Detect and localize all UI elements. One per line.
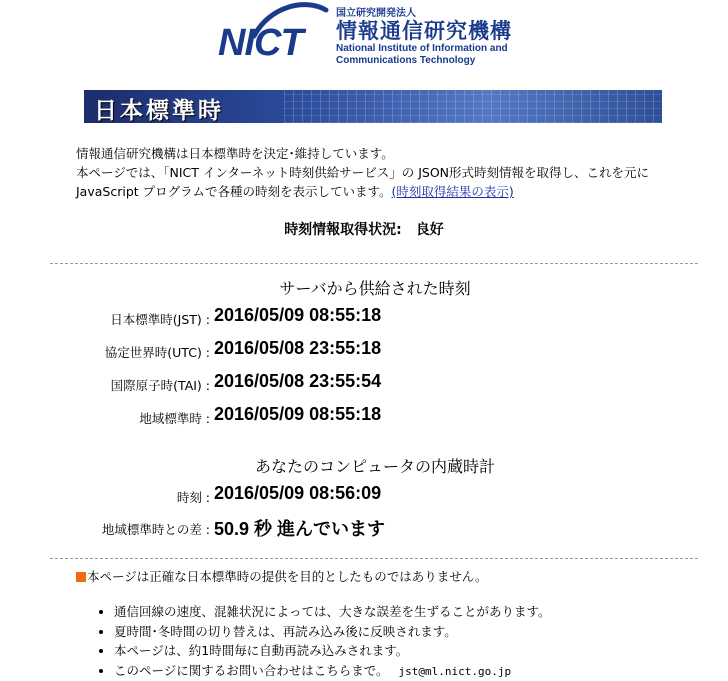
time-diff-value: 50.9 秒 進んでいます [214,519,386,539]
divider [50,263,698,264]
local-clock-heading: あなたのコンピュータの内蔵時計 [254,457,495,476]
disclaimer [76,567,488,585]
page-title: 日本標準時 [94,98,224,123]
list-item: • 本ページは、約1時間毎に自動再読み込みされます。 [114,641,551,661]
logo-org-name-en-1: National Institute of Information and [336,43,508,54]
list-item: • 通信回線の速度、混雑状況によっては、大きな誤差を生ずることがあります。 [114,602,551,622]
time-row-value: 2016/05/08 23:55:54 [214,371,382,391]
list-item [114,661,551,681]
time-row-tai [0,371,728,395]
orange-square-icon [76,572,86,582]
fetch-status-value: 良好 [415,222,444,238]
intro-line-2: 本ページでは、「NICT インターネット時刻供給サービス」の JSON形式時刻情報を取得し、これを元に [76,165,650,180]
intro-line-1: 情報通信研究機構は日本標準時を決定･維持しています。 [76,146,394,161]
list-item: • 夏時間･冬時間の切り替えは、再読み込み後に反映されます。 [114,622,551,642]
time-row-value: 2016/05/09 08:55:18 [214,305,382,325]
divider [50,558,698,559]
time-row-label: 日本標準時(JST) : [110,312,210,327]
intro-line-3-text: JavaScript プログラムで各種の時刻を表示しています。 [76,184,392,199]
time-diff-label: 地域標準時との差 : [101,522,210,537]
logo-mark: NICT [218,22,303,64]
intro-line-3 [76,182,696,201]
title-bar-pattern [284,90,662,123]
time-row-utc [0,338,728,362]
fetch-status-label: 時刻情報取得状況: [284,222,402,238]
fetch-status [0,219,728,239]
notes-list [96,602,551,681]
contact-email: jst@ml.nict.go.jp [398,664,512,678]
time-row-local-standard [0,404,728,428]
show-fetch-result-link[interactable]: (時刻取得結果の表示) [391,184,514,199]
nict-logo [218,0,538,80]
contact-text: このページに関するお問い合わせはこちらまで。 [114,662,389,678]
local-time-value: 2016/05/09 08:56:09 [214,483,382,503]
logo-text [336,4,512,67]
server-time-heading: サーバから供給された時刻 [279,279,471,298]
logo-org-name-en-2: Communications Technology [336,55,476,66]
local-time-row [0,483,728,507]
disclaimer-text: 本ページは正確な日本標準時の提供を目的としたものではありません。 [87,569,488,584]
time-diff-row [0,515,728,539]
time-row-jst [0,305,728,329]
logo-corp-type: 国立研究開発法人 [336,8,416,19]
title-bar [84,90,662,123]
time-row-label: 地域標準時 : [139,411,210,426]
intro-paragraph [76,144,696,201]
time-row-label: 協定世界時(UTC) : [104,345,210,360]
local-time-label: 時刻 : [176,490,210,505]
logo-org-name-jp: 情報通信研究機構 [336,19,512,43]
time-row-value: 2016/05/08 23:55:18 [214,338,382,358]
time-row-value: 2016/05/09 08:55:18 [214,404,382,424]
time-row-label: 国際原子時(TAI) : [110,378,210,393]
